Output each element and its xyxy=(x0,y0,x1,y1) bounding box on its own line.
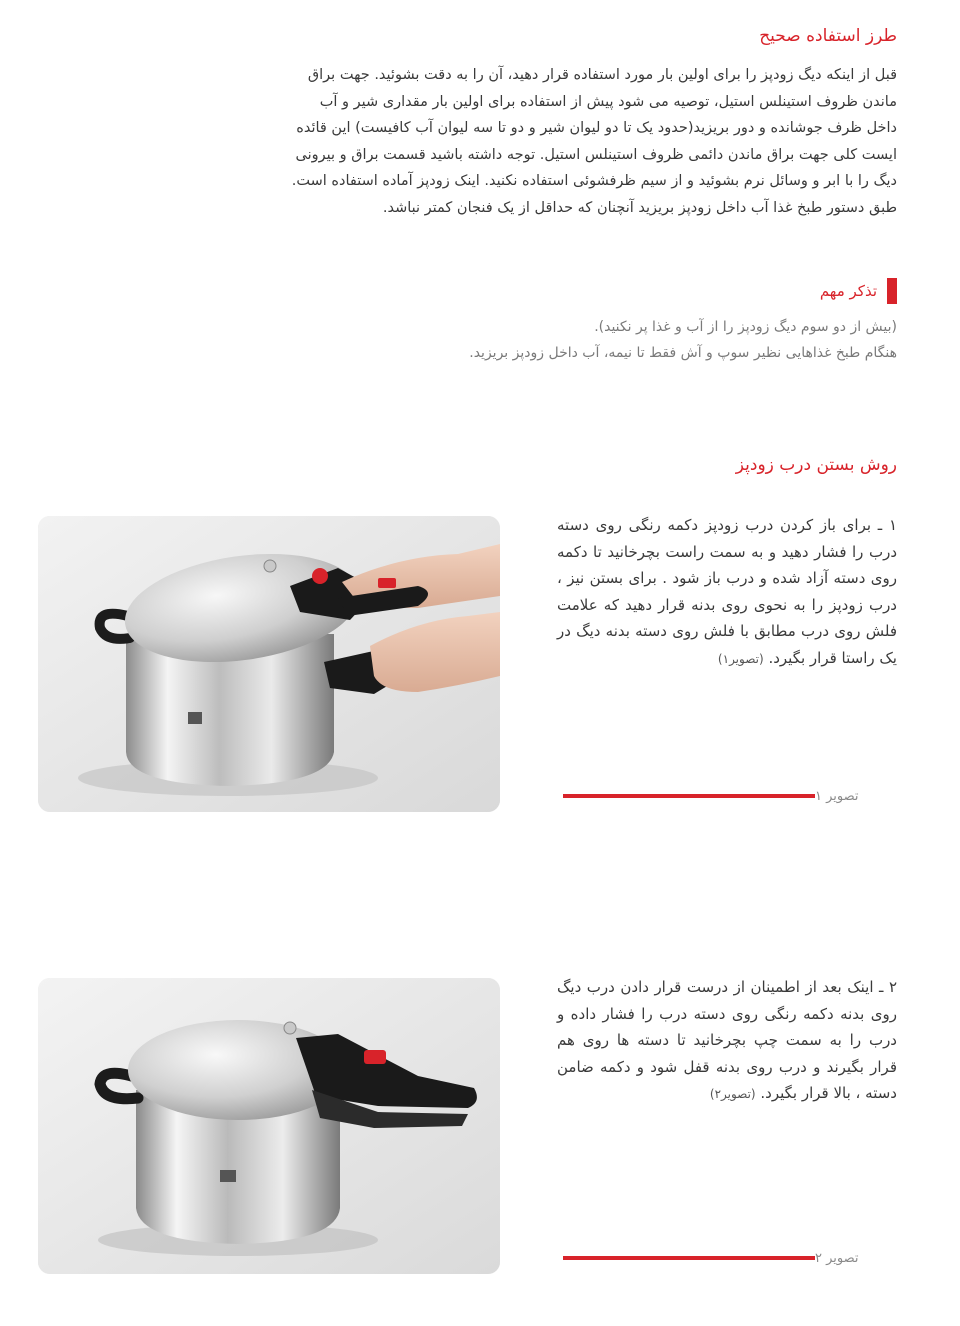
notice-text xyxy=(197,314,897,366)
step-2-figure-ref: (تصویر۲) xyxy=(709,1087,756,1101)
usage-line: طبق دستور طبخ غذا آب داخل زودپز بریزید آنچنان که حداقل از یک فنجان کمتر نباشد. xyxy=(382,199,897,216)
usage-line: ایست کلی جهت براق ماندن دائمی ظروف استینلس استیل. توجه داشته باشید قسمت براق و بیرونی xyxy=(295,146,897,163)
usage-line: ماندن ظروف استینلس استیل، توصیه می شود پیش از استفاده برای اولین بار مقداری شیر و آب xyxy=(319,93,897,110)
usage-paragraph xyxy=(37,62,897,221)
section-title-closing: روش بستن درب زودپز xyxy=(735,455,897,475)
step-1-body: ۱ ـ برای باز کردن درب زودپز دکمه رنگی روی دسته درب را فشار دهید و به سمت راست بچرخانید تا دکمه روی دسته آزاد شده و درب باز شود . برای بستن نیز ، درب زودپز را به نحوی روی بدنه قرار دهید که علامت فلش روی درب مطابق با فلش روی دسته بدنه دیگ در یک راستا قرار بگیرد. xyxy=(557,516,897,667)
usage-line: دیگ را با ابر و وسائل نرم بشوئید و از سیم ظرفشوئی استفاده نکنید. اینک زودپز آماده استفاده است. xyxy=(291,173,897,189)
step-2-text xyxy=(557,974,897,1108)
figure-2-photo xyxy=(38,978,500,1274)
section-title-usage: طرز استفاده صحیح xyxy=(759,26,897,46)
pressure-cooker-opening-image xyxy=(38,516,500,812)
notice-line: (بیش از دو سوم دیگ زودپز را از آب و غذا پر نکنید). xyxy=(594,319,897,335)
figure-2-label: تصویر ۲ xyxy=(815,1250,859,1266)
caption-rule xyxy=(563,794,815,798)
figure-1-label: تصویر ۱ xyxy=(815,788,859,804)
notice-title: تذکر مهم xyxy=(819,282,877,300)
figure-1-caption xyxy=(563,784,897,808)
figure-2-caption xyxy=(563,1246,897,1270)
usage-line: داخل ظرف جوشانده و دور بریزید(حدود یک تا دو لیوان شیر و دو تا سه لیوان آب کافیست) این قائده xyxy=(296,120,897,136)
notice-line: هنگام طبخ غذاهایی نظیر سوپ و آش فقط تا نیمه، آب داخل زودپز بریزید. xyxy=(469,345,897,361)
usage-line: قبل از اینکه دیگ زودپز را برای اولین بار مورد استفاده قرار دهید، آن را به دقت بشوئید. جهت براق xyxy=(307,67,897,83)
figure-1-photo xyxy=(38,516,500,812)
caption-rule xyxy=(563,1256,815,1260)
pressure-cooker-closed-image xyxy=(38,978,500,1274)
step-1-text xyxy=(557,512,897,672)
step-1-figure-ref: (تصویر۱) xyxy=(717,651,764,666)
notice-header xyxy=(820,278,897,304)
notice-marker xyxy=(887,278,897,304)
step-2-body: ۲ ـ اینک بعد از اطمینان از درست قرار دادن درب دیگ روی بدنه دکمه رنگی روی دسته درب را فشار داده و درب را به سمت چپ بچرخانید تا دسته ها روی هم قرار بگیرند و درب روی بدنه قفل شود و دکمه ضامن دسته ، بالا قرار بگیرد. xyxy=(557,978,897,1102)
